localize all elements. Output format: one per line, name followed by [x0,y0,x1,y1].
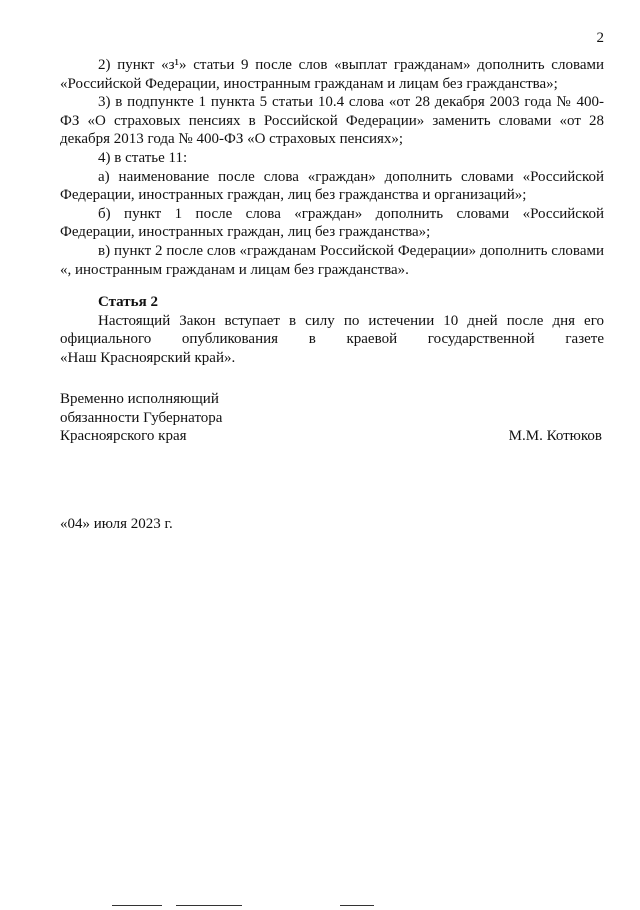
amendment-item-4a: а) наименование после слова «граждан» дополнить словами «Российской Федерации, иностранных граждан, лиц без гражданства и организаций»; [60,168,604,204]
signing-date: «04» июля 2023 г. [60,516,173,532]
amendment-item-4b: б) пункт 1 после слова «граждан» дополнить словами «Российской Федерации, иностранных граждан, лиц без гражданства»; [60,205,604,241]
signer-title-line1: Временно исполняющий [60,391,219,407]
amendment-item-2: 2) пункт «з¹» статьи 9 после слов «выплат гражданам» дополнить словами «Российской Федерации, иностранным гражданам и лицам без гражданства»; [60,57,604,92]
article-2-heading: Статья 2 [98,294,158,311]
signer-title-line3: Красноярского края [60,428,187,445]
document-body [60,56,604,368]
bottom-scan-marks [0,903,640,910]
amendment-item-4: 4) в статье 11: [98,149,188,166]
article-2-text-line2: «Наш Красноярский край». [60,349,236,366]
amendment-item-4c: в) пункт 2 после слов «гражданам Российской Федерации» дополнить словами «, иностранным гражданам и лицам без гражданства». [60,242,604,278]
signer-title-line2: обязанности Губернатора [60,409,223,426]
signature-block [60,390,602,446]
page-number: 2 [596,30,604,46]
signer-name: М.М. Котюков [508,428,602,445]
article-2-text-line1: Настоящий Закон вступает в силу по истечении 10 дней после дня его официального опубликования в краевой государственной газете [60,312,604,348]
amendment-item-3: 3) в подпункте 1 пункта 5 статьи 10.4 слова «от 28 декабря 2003 года № 400-ФЗ «О страховых пенсиях в Российской Федерации» заменить словами «от 28 декабря 2013 года № 400-ФЗ «О страховых пенсиях»; [60,94,604,148]
